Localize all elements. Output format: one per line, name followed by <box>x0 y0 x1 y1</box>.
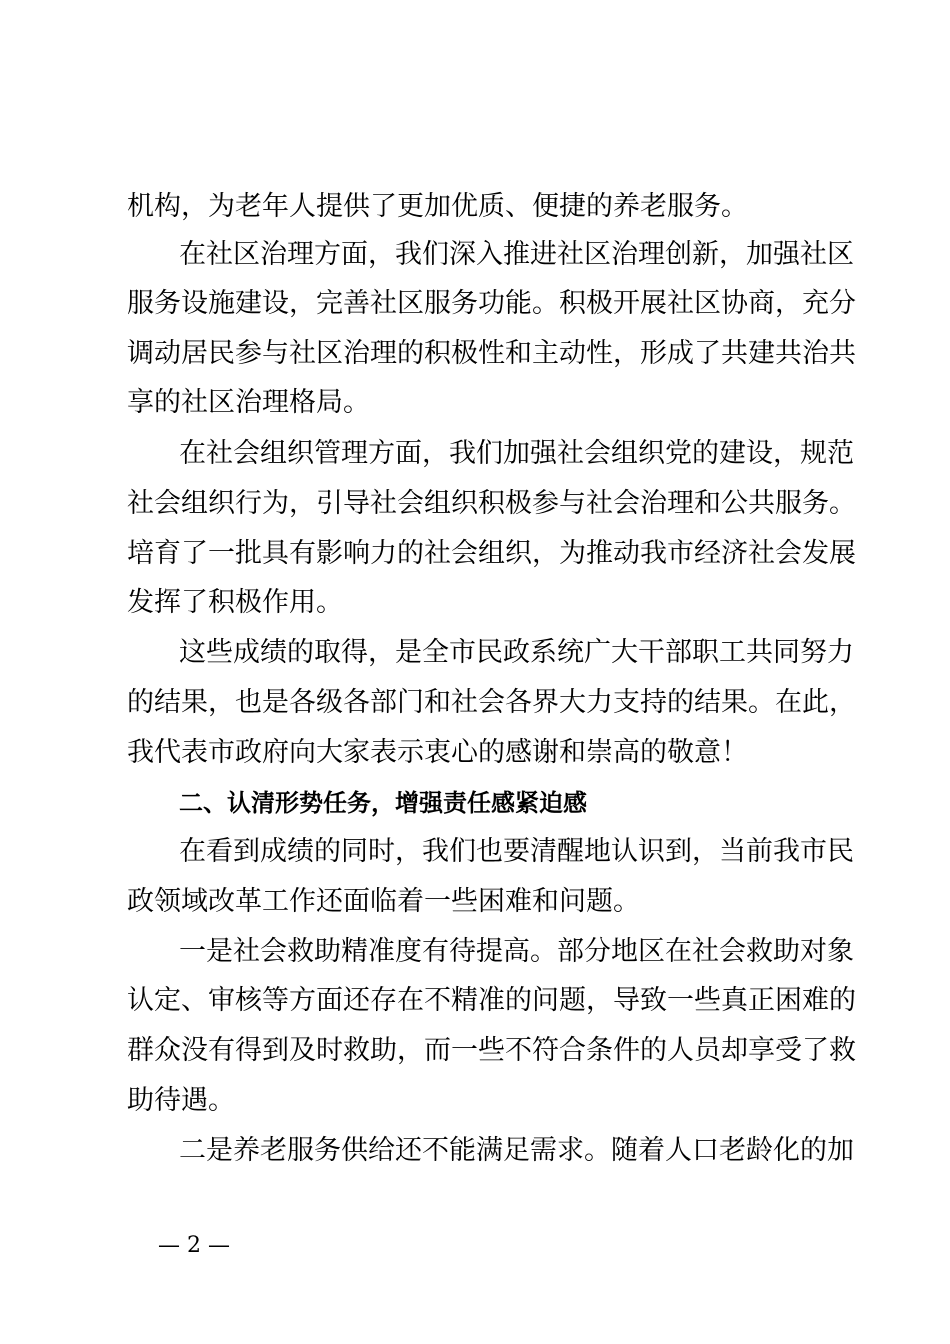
paragraph-line: 一是社会救助精准度有待提高。部分地区在社会救助对象 <box>179 936 854 967</box>
paragraph-line: 发挥了积极作用。 <box>127 587 343 618</box>
paragraph-line: 的结果，也是各级各部门和社会各界大力支持的结果。在此， <box>127 687 856 718</box>
paragraph-line: 这些成绩的取得，是全市民政系统广大干部职工共同努力 <box>179 637 854 668</box>
paragraph-line: 认定、审核等方面还存在不精准的问题，导致一些真正困难的 <box>127 985 856 1016</box>
paragraph-line: 我代表市政府向大家表示衷心的感谢和崇高的敬意！ <box>127 737 748 768</box>
paragraph-line: 二是养老服务供给还不能满足需求。随着人口老龄化的加 <box>179 1135 854 1166</box>
section-heading: 二、认清形势任务，增强责任感紧迫感 <box>179 789 587 817</box>
paragraph-line: 享的社区治理格局。 <box>127 387 370 418</box>
paragraph-line: 服务设施建设，完善社区服务功能。积极开展社区协商，充分 <box>127 288 856 319</box>
paragraph-line: 在社区治理方面，我们深入推进社区治理创新，加强社区 <box>179 239 854 270</box>
paragraph-line: 社会组织行为，引导社会组织积极参与社会治理和公共服务。 <box>127 488 856 519</box>
paragraph-line: 在社会组织管理方面，我们加强社会组织党的建设，规范 <box>179 438 854 469</box>
paragraph-line: 调动居民参与社区治理的积极性和主动性，形成了共建共治共 <box>127 338 856 369</box>
paragraph-line: 助待遇。 <box>127 1085 235 1116</box>
paragraph-line: 培育了一批具有影响力的社会组织，为推动我市经济社会发展 <box>127 538 856 569</box>
page-number: — 2 — <box>158 1233 230 1258</box>
paragraph-line: 在看到成绩的同时，我们也要清醒地认识到，当前我市民 <box>179 836 854 867</box>
paragraph-line: 政领域改革工作还面临着一些困难和问题。 <box>127 886 640 917</box>
paragraph-line: 群众没有得到及时救助，而一些不符合条件的人员却享受了救 <box>127 1035 856 1066</box>
paragraph-line: 机构，为老年人提供了更加优质、便捷的养老服务。 <box>127 191 748 222</box>
